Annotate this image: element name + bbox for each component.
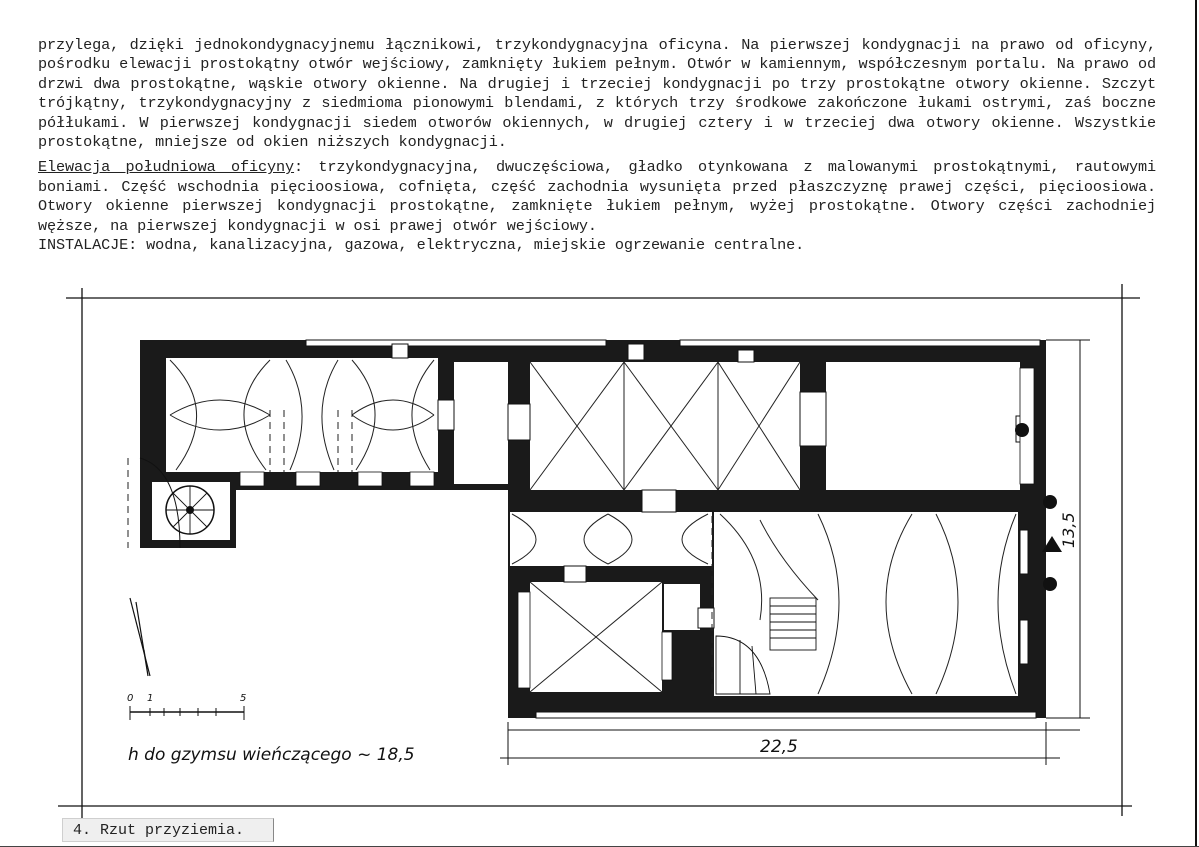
south-elevation-body: : trzykondygnacyjna, dwuczęściowa, gładko otynkowana z malowanymi prostokątnymi, rautowymi boniami. Część wschodnia pięcioosiowa, cofnięta, część zachodnia wysunięta przed płaszczyznę prawej części, pięcioosiowa. Otwory okienne pierwszej kondygnacji prostokątne, zamknięte łukiem pełnym, wyżej prostokątne. Otwory części zachodniej węższe, na pierwszej kondygnacji w osi prawej otwór wejściowy. xyxy=(38,158,1156,235)
installations-line: INSTALACJE: wodna, kanalizacyjna, gazowa, elektryczna, miejskie ogrzewanie centralne. xyxy=(38,236,805,255)
dimension-depth: 13,5 xyxy=(1059,512,1078,548)
dimension-width: 22,5 xyxy=(760,737,798,757)
drawing-frame xyxy=(58,284,1140,818)
vault-lines xyxy=(170,360,1016,694)
figure-caption: 4. Rzut przyziemia. xyxy=(62,818,274,842)
height-note: h do gzymsu wieńczącego ~ 18,5 xyxy=(128,745,415,765)
paragraph-facade: przylega, dzięki jednokondygnacyjnemu łącznikowi, trzykondygnacyjna oficyna. Na pierwszej kondygnacji na prawo od oficyny, pośrodku elewacji prostokątny otwór wejściowy, zamknięty łukiem pełnym. Otwór w kamiennym, współczesnym portalu. Na prawo od drzwi dwa prostokątne, wąskie otwory okienne. Na drugiej i trzeciej kondygnacji po trzy prostokątne otwory okienne. Szczyt trójkątny, trzykondygnacyjny z siedmioma pionowymi blendami, z których trzy środkowe zakończone łukami ostrymi, zaś boczne półłukami. W pierwszej kondygnacji siedem otworów okiennych, w drugiej cztery i w trzeciej dwa otwory okienne. Wszystkie prostokątne, mniejsze od okien niższych kondygnacji. xyxy=(38,36,1156,152)
walls xyxy=(140,340,1046,718)
window-reveals xyxy=(240,368,1034,688)
main-staircase xyxy=(716,598,816,694)
south-elevation-heading: Elewacja południowa oficyny xyxy=(38,158,295,177)
north-arrow-icon xyxy=(130,598,150,676)
scale-tick-5: 5 xyxy=(240,693,247,704)
scale-bar xyxy=(127,693,246,720)
scale-tick-1: 1 xyxy=(147,693,154,704)
scale-tick-0: 0 xyxy=(127,693,134,704)
